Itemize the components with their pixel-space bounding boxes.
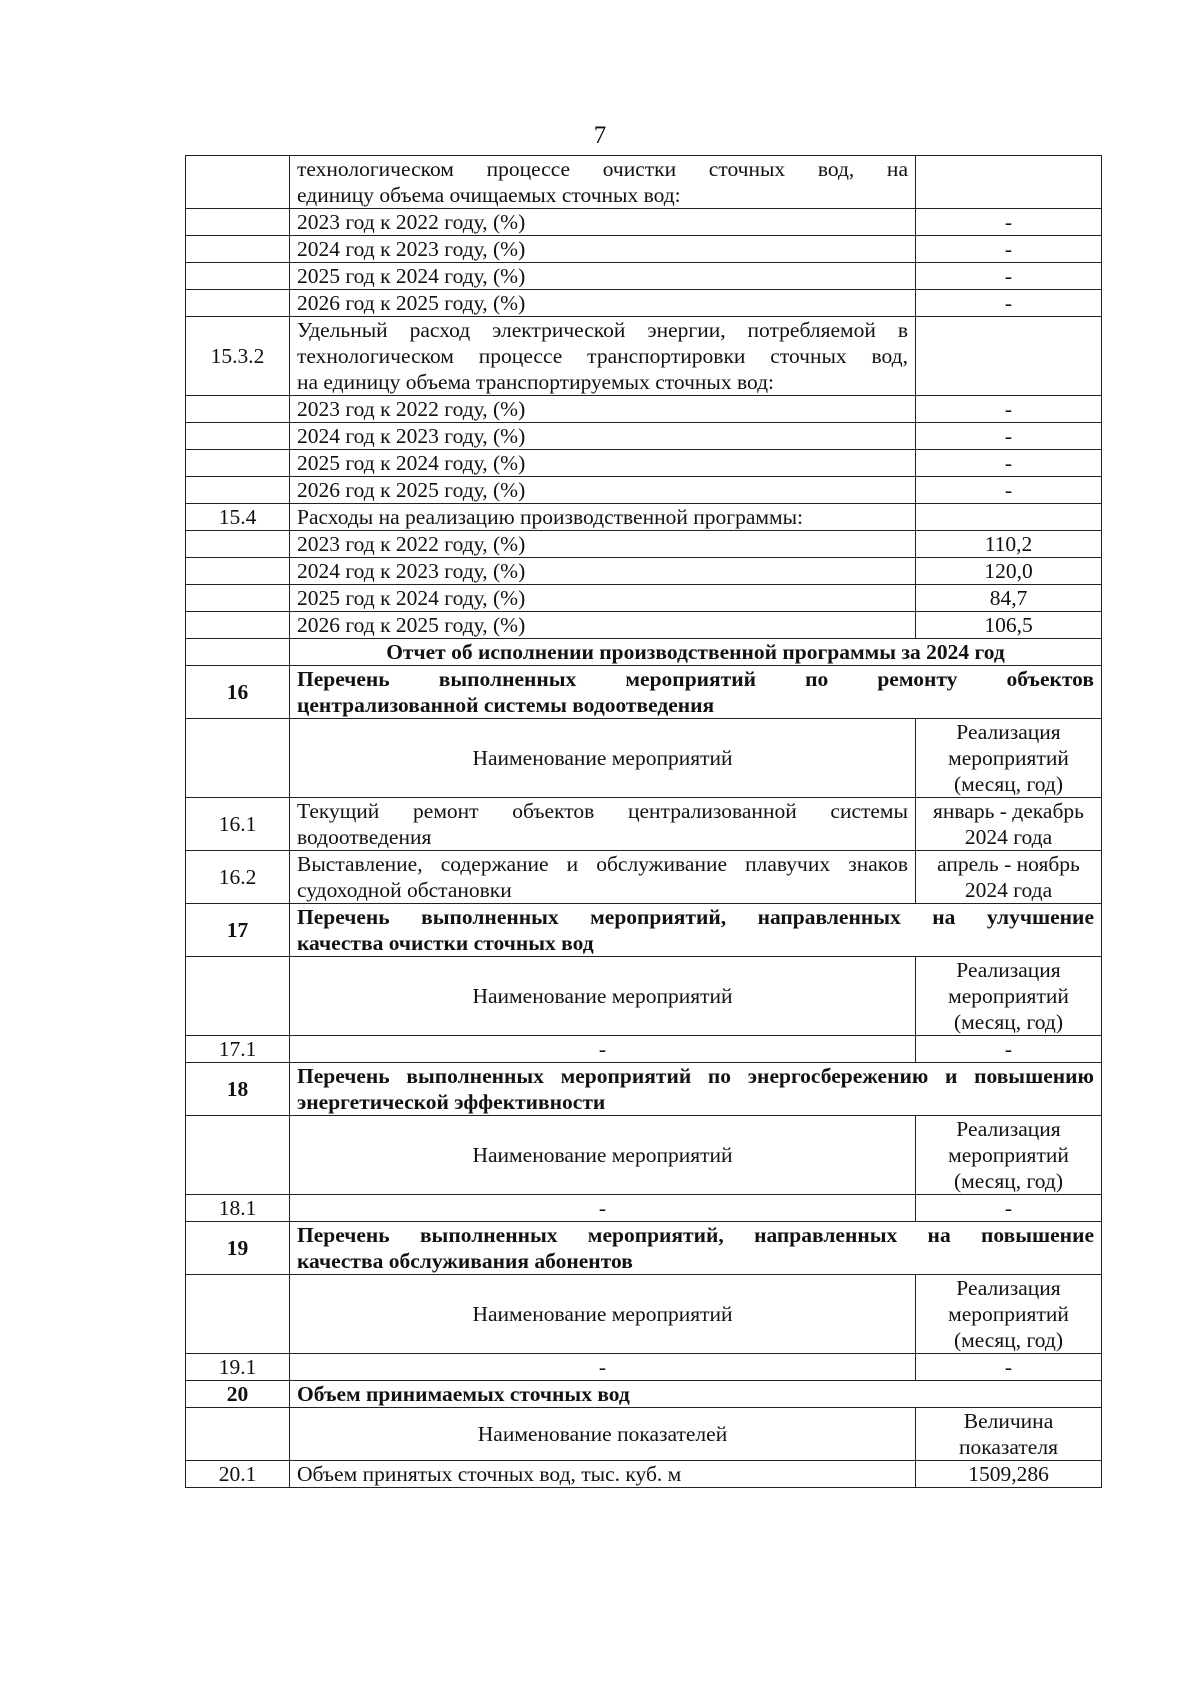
table-row	[186, 531, 1102, 558]
row-number-cell	[186, 1116, 290, 1195]
row-number-cell	[186, 290, 290, 317]
table-row	[186, 1408, 1102, 1461]
table-row	[186, 156, 1102, 209]
row-number-cell: 20.1	[186, 1461, 290, 1488]
indicator-name: 2026 год к 2025 году, (%)	[290, 477, 916, 504]
row-number-cell: 17	[186, 904, 290, 957]
indicator-name: 2026 год к 2025 году, (%)	[290, 290, 916, 317]
indicator-value: 106,5	[916, 612, 1102, 639]
report-table-body	[186, 156, 1102, 1488]
text-line: мероприятий	[948, 1302, 1069, 1326]
indicator-name: 2023 год к 2022 году, (%)	[290, 396, 916, 423]
indicator-value: 1509,286	[916, 1461, 1102, 1488]
indicator-value: 120,0	[916, 558, 1102, 585]
text-line: технологическом процессе очистки сточных вод, на	[297, 157, 908, 181]
column-header-name: Наименование мероприятий	[290, 1116, 916, 1195]
row-number-cell	[186, 1275, 290, 1354]
indicator-name: 2024 год к 2023 году, (%)	[290, 236, 916, 263]
indicator-value: -	[916, 209, 1102, 236]
table-row	[186, 1063, 1102, 1116]
indicator-name: 2023 год к 2022 году, (%)	[290, 209, 916, 236]
text-line: водоотведения	[297, 825, 432, 849]
table-row	[186, 957, 1102, 1036]
row-number-cell	[186, 639, 290, 666]
text-line: мероприятий	[948, 1143, 1069, 1167]
table-row	[186, 719, 1102, 798]
table-row	[186, 1195, 1102, 1222]
row-number-cell: 20	[186, 1381, 290, 1408]
table-row	[186, 477, 1102, 504]
table-row	[186, 423, 1102, 450]
text-line: Реализация	[956, 1276, 1061, 1300]
column-header-value	[916, 1408, 1102, 1461]
row-number-cell	[186, 719, 290, 798]
section-title	[290, 666, 1102, 719]
row-number-cell	[186, 1408, 290, 1461]
text-line: единицу объема очищаемых сточных вод:	[297, 183, 681, 207]
text-line: (месяц, год)	[953, 1328, 1064, 1352]
indicator-value	[916, 156, 1102, 209]
text-line: Текущий ремонт объектов централизованной системы	[297, 799, 908, 823]
measure-period: -	[916, 1354, 1102, 1381]
row-number-cell: 19	[186, 1222, 290, 1275]
row-number-cell	[186, 477, 290, 504]
table-row	[186, 290, 1102, 317]
row-number-cell: 16	[186, 666, 290, 719]
table-row	[186, 1116, 1102, 1195]
table-row	[186, 639, 1102, 666]
row-number-cell	[186, 263, 290, 290]
table-row	[186, 585, 1102, 612]
indicator-name: 2025 год к 2024 году, (%)	[290, 263, 916, 290]
table-row	[186, 209, 1102, 236]
table-row	[186, 798, 1102, 851]
table-row	[186, 504, 1102, 531]
measure-name	[290, 798, 916, 851]
row-number-cell: 18	[186, 1063, 290, 1116]
row-number-cell	[186, 558, 290, 585]
column-header-value	[916, 719, 1102, 798]
row-number-cell	[186, 209, 290, 236]
row-number-cell: 16.2	[186, 851, 290, 904]
indicator-name: Объем принятых сточных вод, тыс. куб. м	[290, 1461, 916, 1488]
text-line: январь - декабрь	[933, 799, 1084, 823]
indicator-name: 2024 год к 2023 году, (%)	[290, 558, 916, 585]
row-number-cell	[186, 236, 290, 263]
indicator-value: -	[916, 477, 1102, 504]
indicator-value	[916, 504, 1102, 531]
row-number-cell	[186, 156, 290, 209]
section-title	[290, 904, 1102, 957]
section-title	[290, 1063, 1102, 1116]
table-row	[186, 1461, 1102, 1488]
text-line: (месяц, год)	[953, 1169, 1064, 1193]
indicator-value: -	[916, 396, 1102, 423]
indicator-name: 2025 год к 2024 году, (%)	[290, 585, 916, 612]
table-row	[186, 1354, 1102, 1381]
text-line: Перечень выполненных мероприятий, направленных на улучшение	[297, 905, 1094, 929]
row-number-cell	[186, 531, 290, 558]
indicator-value: -	[916, 423, 1102, 450]
row-number-cell	[186, 450, 290, 477]
text-line: качества очистки сточных вод	[297, 931, 594, 955]
table-row	[186, 1036, 1102, 1063]
text-line: 2024 года	[964, 878, 1053, 902]
table-row	[186, 396, 1102, 423]
text-line: Перечень выполненных мероприятий по энергосбережению и повышению	[297, 1064, 1094, 1088]
row-number-cell: 15.3.2	[186, 317, 290, 396]
indicator-name	[290, 156, 916, 209]
text-line: мероприятий	[948, 746, 1069, 770]
indicator-name: 2026 год к 2025 году, (%)	[290, 612, 916, 639]
indicator-name	[290, 317, 916, 396]
row-number-cell: 19.1	[186, 1354, 290, 1381]
text-line: показателя	[959, 1435, 1058, 1459]
row-number-cell	[186, 612, 290, 639]
text-line: Перечень выполненных мероприятий, направленных на повышение	[297, 1223, 1094, 1247]
indicator-name: Расходы на реализацию производственной программы:	[290, 504, 916, 531]
text-line: судоходной обстановки	[297, 878, 512, 902]
table-row	[186, 1222, 1102, 1275]
measure-period: -	[916, 1036, 1102, 1063]
page-number: 7	[593, 122, 607, 149]
text-line: Величина	[963, 1409, 1054, 1433]
indicator-name: 2023 год к 2022 году, (%)	[290, 531, 916, 558]
text-line: Реализация	[956, 720, 1061, 744]
text-line: 2024 года	[964, 825, 1053, 849]
measure-name	[290, 851, 916, 904]
indicator-value: -	[916, 263, 1102, 290]
measure-period: -	[916, 1195, 1102, 1222]
table-row	[186, 1381, 1102, 1408]
text-line: Реализация	[956, 958, 1061, 982]
indicator-value: -	[916, 290, 1102, 317]
indicator-value: -	[916, 236, 1102, 263]
column-header-value	[916, 1275, 1102, 1354]
text-line: мероприятий	[948, 984, 1069, 1008]
indicator-value: -	[916, 450, 1102, 477]
column-header-value	[916, 957, 1102, 1036]
row-number-cell: 17.1	[186, 1036, 290, 1063]
indicator-value: 110,2	[916, 531, 1102, 558]
measure-name: -	[290, 1195, 916, 1222]
table-row	[186, 317, 1102, 396]
table-row	[186, 851, 1102, 904]
text-line: на единицу объема транспортируемых сточных вод:	[297, 370, 775, 394]
table-row	[186, 904, 1102, 957]
table-row	[186, 558, 1102, 585]
text-line: технологическом процессе транспортировки сточных вод,	[297, 344, 908, 368]
measure-name: -	[290, 1354, 916, 1381]
row-number-cell: 18.1	[186, 1195, 290, 1222]
row-number-cell	[186, 957, 290, 1036]
column-header-name: Наименование показателей	[290, 1408, 916, 1461]
column-header-name: Наименование мероприятий	[290, 719, 916, 798]
table-row	[186, 236, 1102, 263]
measure-name: -	[290, 1036, 916, 1063]
text-line: апрель - ноябрь	[937, 852, 1080, 876]
table-row	[186, 263, 1102, 290]
section-title	[290, 1222, 1102, 1275]
text-line: Перечень выполненных мероприятий по ремонту объектов	[297, 667, 1094, 691]
text-line: Реализация	[956, 1117, 1061, 1141]
row-number-cell: 15.4	[186, 504, 290, 531]
measure-period	[916, 851, 1102, 904]
text-line: (месяц, год)	[953, 1010, 1064, 1034]
row-number-cell	[186, 585, 290, 612]
text-line: качества обслуживания абонентов	[297, 1249, 633, 1273]
table-row	[186, 666, 1102, 719]
text-line: (месяц, год)	[953, 772, 1064, 796]
section-title: Объем принимаемых сточных вод	[290, 1381, 1102, 1408]
table-row	[186, 1275, 1102, 1354]
text-line: централизованной системы водоотведения	[297, 693, 715, 717]
indicator-name: 2024 год к 2023 году, (%)	[290, 423, 916, 450]
indicator-value	[916, 317, 1102, 396]
measure-period	[916, 798, 1102, 851]
column-header-name: Наименование мероприятий	[290, 1275, 916, 1354]
text-line: энергетической эффективности	[297, 1090, 606, 1114]
column-header-name: Наименование мероприятий	[290, 957, 916, 1036]
row-number-cell: 16.1	[186, 798, 290, 851]
row-number-cell	[186, 396, 290, 423]
table-row	[186, 450, 1102, 477]
indicator-name: 2025 год к 2024 году, (%)	[290, 450, 916, 477]
column-header-value	[916, 1116, 1102, 1195]
text-line: Удельный расход электрической энергии, потребляемой в	[297, 318, 908, 342]
indicator-value: 84,7	[916, 585, 1102, 612]
report-table	[185, 155, 1102, 1488]
report-heading: Отчет об исполнении производственной программы за 2024 год	[290, 639, 1102, 666]
table-row	[186, 612, 1102, 639]
row-number-cell	[186, 423, 290, 450]
text-line: Выставление, содержание и обслуживание плавучих знаков	[297, 852, 908, 876]
